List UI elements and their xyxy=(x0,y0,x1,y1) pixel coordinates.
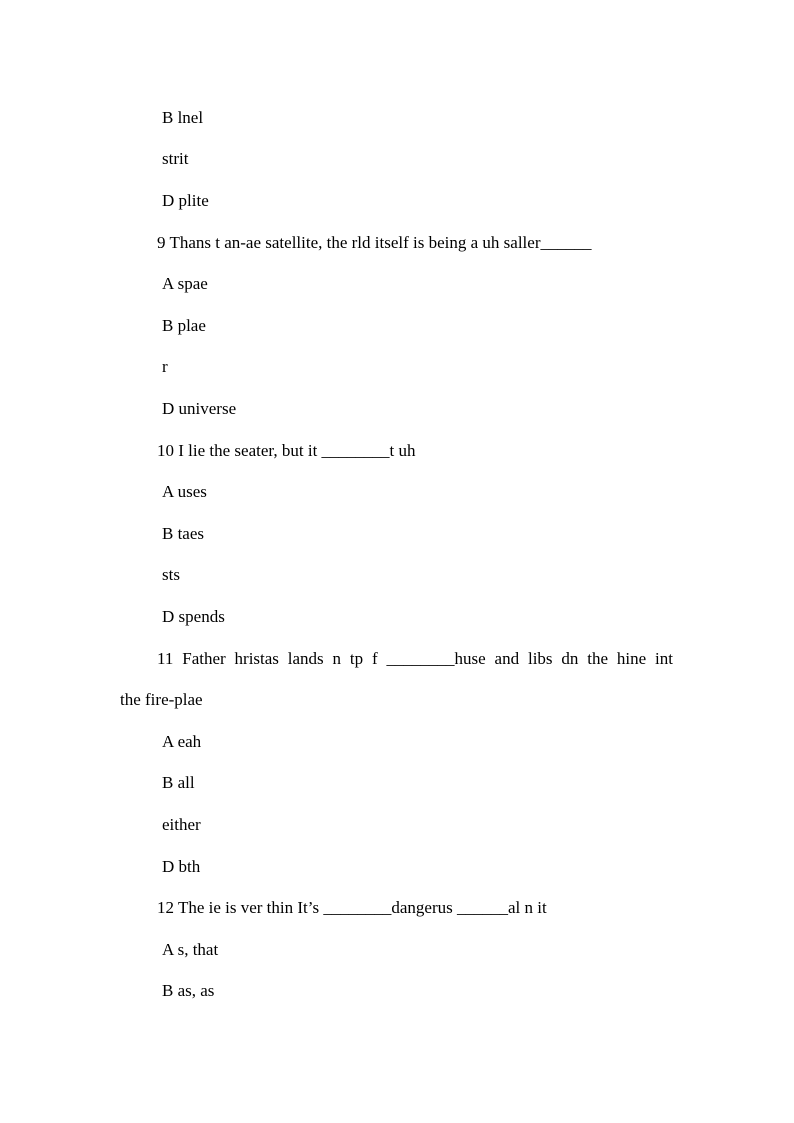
question-11-continuation: the fire-plae xyxy=(120,690,203,709)
question-10: 10 I lie the seater, but it ________t uh xyxy=(157,441,416,460)
option-line: B as, as xyxy=(162,981,215,1000)
option-line: B all xyxy=(162,773,195,792)
option-line: A s, that xyxy=(162,940,219,959)
option-line: B plae xyxy=(162,316,206,335)
question-11: 11 Father hristas lands n tp f ________huse and libs dn the hine int xyxy=(157,649,673,668)
option-line: sts xyxy=(162,565,180,584)
option-line: B lnel xyxy=(162,108,204,127)
option-line: D bth xyxy=(162,857,201,876)
option-line: A uses xyxy=(162,482,207,501)
option-line: A spae xyxy=(162,274,208,293)
question-12: 12 The ie is ver thin It’s ________dangerus ______al n it xyxy=(157,898,547,917)
option-line: r xyxy=(162,357,168,376)
option-line: D plite xyxy=(162,191,209,210)
option-line: B taes xyxy=(162,524,205,543)
option-line: D spends xyxy=(162,607,225,626)
option-line: strit xyxy=(162,149,189,168)
question-9: 9 Thans t an-ae satellite, the rld itself is being a uh saller______ xyxy=(157,233,592,252)
option-line: A eah xyxy=(162,732,202,751)
option-line: either xyxy=(162,815,201,834)
option-line: D universe xyxy=(162,399,237,418)
